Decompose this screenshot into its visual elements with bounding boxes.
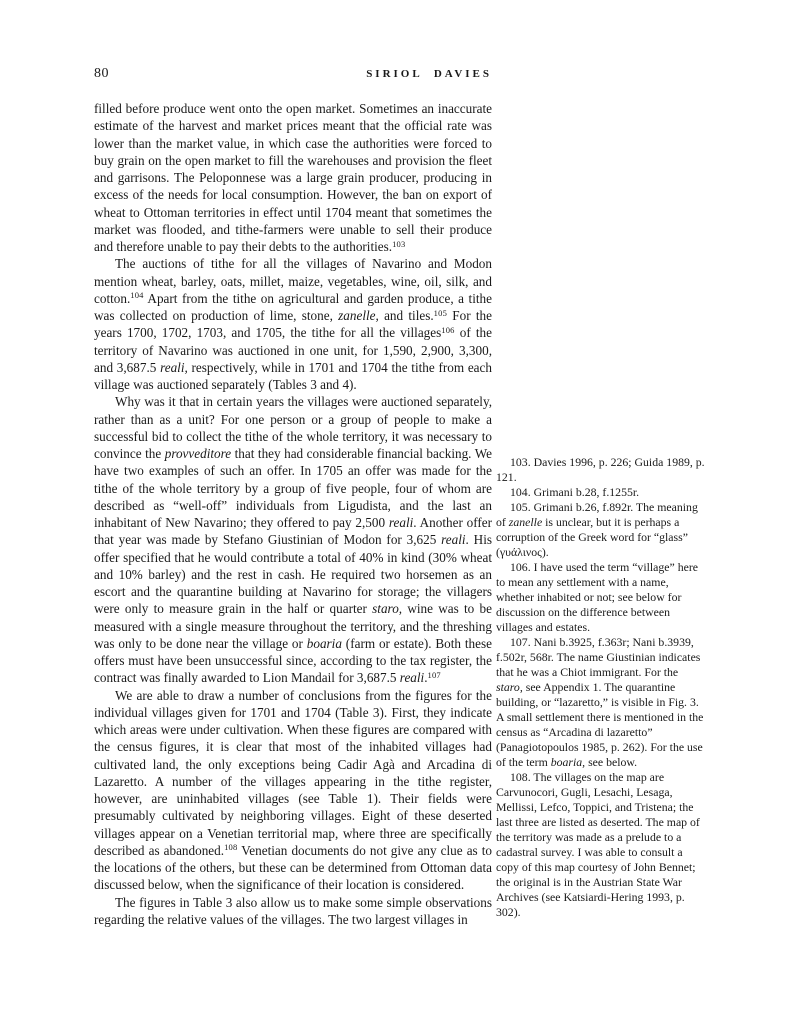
sidenote-106: 106. I have used the term “village” here to mean any settlement with a name, whether inhabited or not; see below for discussion on the difference between villages and estates. xyxy=(496,560,699,634)
main-text-column xyxy=(94,100,492,928)
sidenote-105: 105. Grimani b.26, f.892r. The meaning of zanelle is unclear, but it is perhaps a corruption of the Greek word for “glass” (γυάλινος). xyxy=(496,500,698,559)
sidenote-108: 108. The villages on the map are Carvunocori, Gugli, Lesachi, Lesaga, Mellissi, Lefco, Toppici, and Tristena; the last three are listed as deserted. The map of the territory was made as a prelude to a cadastral survey. I was able to consult a copy of this map courtesy of John Bennet; the original is in the Austrian State War Archives (see Katsiardi-Hering 1993, p. 302). xyxy=(496,770,700,919)
paragraph-continued: filled before produce went onto the open market. Sometimes an inaccurate estimate of the harvest and market prices meant that the official rate was lower than the market value, in which case the authorities were forced to buy grain on the open market to fill the warehouses and provision the fleet and garrisons. The Peloponnese was a large grain producer, producing in excess of the needs for local consumption. However, the ban on export of wheat to Ottoman territories in effect until 1704 meant that sometimes the market was flooded, and tithe-farmers were unable to sell their produce and therefore unable to pay their debts to the authorities.$^{103}$ xyxy=(94,101,492,254)
paragraph-conclusions: We are able to draw a number of conclusions from the figures for the individual villages given for 1701 and 1704 (Table 3). First, they indicate which areas were under cultivation. When these figures are compared with the census figures, it is clear that most of the inhabited villages had cultivated land, the only exceptions being Cadir Agà and Arcadina di Lazaretto. A number of the villages appearing in the tithe register, however, are uninhabited villages (see Table 1). Their fields were presumably cultivated by neighboring villages. Eight of these deserted villages appear on a Venetian territorial map, where three are specifically described as abandoned.$^{108}$ Venetian documents do not give any clue as to the locations of the others, but these can be determined from Ottoman data discussed below, when the significance of their location is considered. xyxy=(94,687,492,893)
sidenote-107: 107. Nani b.3925, f.363r; Nani b.3939, f.502r, 568r. The name Giustinian indicates that he was a Chiot immigrant. For the staro, see Appendix 1. The quarantine building, or “lazaretto,” is visible in Fig. 3. A small settlement there is mentioned in the census as “Arcadina di lazaretto” (Panagiotopoulos 1985, p. 262). For the use of the term boaria, see below. xyxy=(496,635,704,769)
paragraph-auctions: The auctions of tithe for all the villages of Navarino and Modon mention wheat, barley, oats, millet, maize, vegetables, wine, oil, silk, and cotton.$^{104}$ Apart from the tithe on agricultural and garden produce, a tithe was collected on production of lime, stone, zanelle, and tiles.$^{105}$ For the years 1700, 1702, 1703, and 1705, the tithe for all the villages$^{106}$ of the territory of Navarino was auctioned in one unit, for 1,590, 2,900, 3,300, and 3,687.5 reali, respectively, while in 1701 and 1704 the tithe from each village was auctioned separately (Tables 3 and 4). xyxy=(94,256,492,392)
sidenotes-column xyxy=(496,455,706,920)
paragraph-why-separate: Why was it that in certain years the villages were auctioned separately, rather than as a unit? For one person or a group of people to make a successful bid to collect the tithe of the whole territory, it was necessary to convince the provveditore that they had considerable financial backing. We have two examples of such an offer. In 1705 an offer was made for the tithe of the whole territory by a group of five people, four of whom are described as “well-off” individuals from Ligudista, and the last an inhabitant of New Navarino; they offered to pay 2,500 reali. Another offer that year was made by Stefano Giustinian of Modon for 3,625 reali. His offer specified that he would contribute a total of 40% in kind (30% wheat and 10% barley) and the rest in cash. He required two horsemen as an escort and the quarantine building at Navarino for storage; the villagers were only to measure grain in the half or quarter staro, wine was to be measured with a single measure throughout the territory, and the threshing was only to be done near the village or boaria (farm or estate). Both these offers must have been unsuccessful since, according to the tax register, the contract was finally awarded to Lion Mandail for 3,687.5 reali.$^{107}$ xyxy=(94,394,493,686)
sidenote-104: 104. Grimani b.28, f.1255r. xyxy=(510,485,640,499)
running-head: SIRIOL DAVIES xyxy=(366,68,492,80)
sidenote-103: 103. Davies 1996, p. 226; Guida 1989, p. 121. xyxy=(496,455,705,484)
paragraph-observations: The figures in Table 3 also allow us to make some simple observations regarding the relative values of the villages. The two largest villages in xyxy=(94,894,492,927)
page-number: 80 xyxy=(94,66,109,81)
page-header xyxy=(94,66,492,82)
